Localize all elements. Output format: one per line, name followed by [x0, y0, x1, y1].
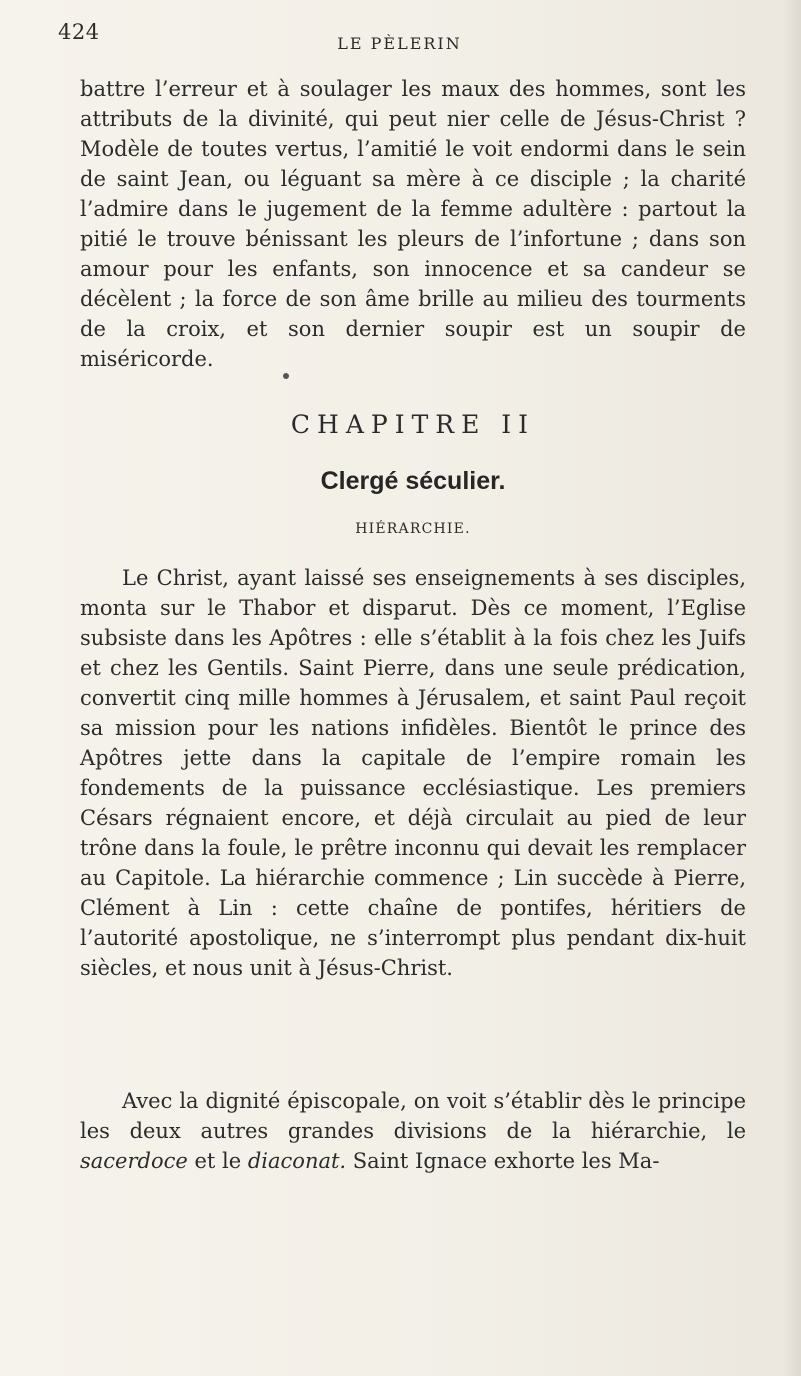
paragraph-3-after: Saint Ignace exhorte les Ma- [346, 1149, 660, 1173]
paragraph-3-text [80, 1086, 746, 1176]
paragraph-1 [80, 74, 746, 374]
paragraph-2-text: Le Christ, ayant laissé ses enseignements à ses disciples, monta sur le Thabor et disparut. Dès ce moment, l’Eglise subsiste dans les Apôtres : elle s’établit à la fois chez les Juifs et chez les Gentils. Saint Pierre, dans une seule prédication, convertit cinq mille hommes à Jérusalem, et saint Paul reçoit sa mission pour les nations infidèles. Bientôt le prince des Apôtres jette dans la capitale de l’empire romain les fondements de la puissance ecclésiastique. Les premiers Césars régnaient encore, et déjà circulait au pied de leur trône dans la foule, le prêtre inconnu qui devait les remplacer au Capitole. La hiérarchie commence ; Lin succède à Pierre, Clément à Lin : cette chaîne de pontifes, héritiers de l’autorité apostolique, ne s’interrompt plus pendant dix-huit siècles, et nous unit à Jésus-Christ. [80, 566, 746, 980]
chapter-title: Clergé séculier. [320, 467, 506, 495]
running-head: LE PÈLERIN [337, 34, 462, 53]
paragraph-2 [80, 563, 746, 983]
paragraph-3-italic-sacerdoce: sacerdoce [80, 1149, 188, 1173]
paragraph-3-mid: et le [187, 1149, 248, 1173]
page-header [58, 20, 741, 64]
ornament-dot [283, 373, 289, 379]
section-title: HIÉRARCHIE. [355, 521, 471, 537]
page-number: 424 [58, 20, 100, 44]
paragraph-3-italic-diaconat: diaconat. [247, 1149, 347, 1173]
paragraph-3 [80, 1086, 746, 1176]
chapter-heading: CHAPITRE II [290, 410, 536, 439]
paragraph-1-text: battre l’erreur et à soulager les maux des hommes, sont les attributs de la divinité, qui peut nier celle de Jésus-Christ ? Modèle de toutes vertus, l’amitié le voit endormi dans le sein de saint Jean, ou léguant sa mère à ce disciple ; la charité l’admire dans le jugement de la femme adultère : partout la pitié le trouve bénissant les pleurs de l’infortune ; dans son amour pour les enfants, son innocence et sa candeur se décèlent ; la force de son âme brille au milieu des tourments de la croix, et son dernier soupir est un soupir de miséricorde. [80, 77, 746, 371]
paragraph-3-before: Avec la dignité épiscopale, on voit s’établir dès le principe les deux autres grandes divisions de la hiérarchie, le [80, 1089, 746, 1143]
page-edge-shadow [783, 0, 801, 1376]
